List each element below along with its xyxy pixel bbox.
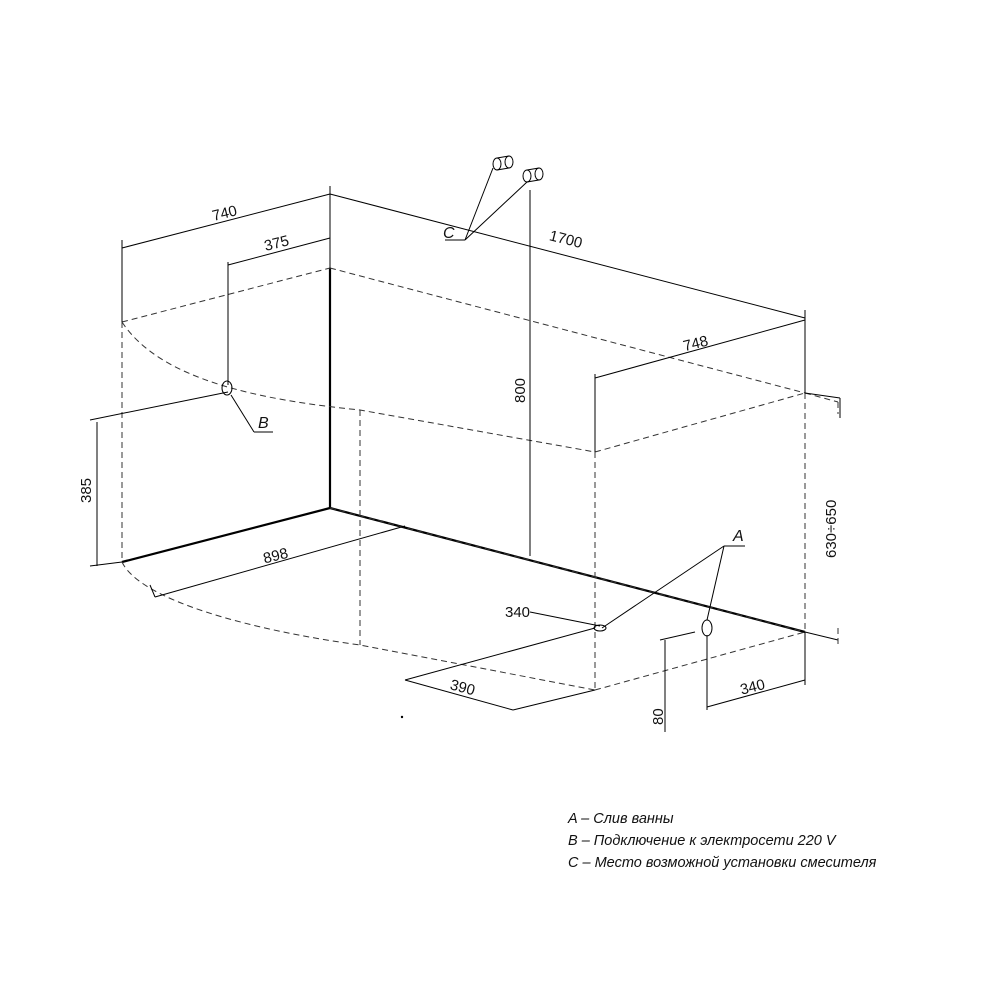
dim-898: 898 bbox=[261, 544, 290, 568]
dim-340-left: 340 bbox=[505, 604, 531, 621]
marker-c bbox=[443, 156, 543, 242]
marker-a-label: A bbox=[733, 528, 744, 545]
tub-hidden-outline bbox=[122, 268, 838, 690]
dim-385: 385 bbox=[78, 477, 95, 503]
stray-dot bbox=[401, 716, 403, 718]
dim-748: 748 bbox=[681, 332, 710, 356]
legend bbox=[568, 808, 988, 874]
dim-800: 800 bbox=[512, 377, 529, 403]
dim-1700: 1700 bbox=[547, 227, 585, 252]
dim-630-650: 630÷650 bbox=[823, 499, 840, 558]
legend-item-a: A – Слив ванны bbox=[568, 811, 674, 827]
dim-390: 390 bbox=[448, 676, 477, 700]
dim-340-right: 340 bbox=[738, 676, 767, 699]
tub-solid-edges bbox=[122, 268, 838, 640]
drain-outlet-icon bbox=[702, 620, 712, 636]
dim-80: 80 bbox=[650, 708, 667, 725]
power-outlet-icon bbox=[222, 381, 232, 395]
dim-375: 375 bbox=[262, 232, 291, 255]
marker-b-label: B bbox=[258, 415, 269, 432]
dim-740: 740 bbox=[210, 202, 239, 225]
marker-c-label: C bbox=[443, 225, 455, 242]
marker-b bbox=[222, 381, 273, 432]
faucet-connector-icon bbox=[493, 156, 543, 182]
legend-item-b: B – Подключение к электросети 220 V bbox=[568, 833, 836, 849]
legend-item-c: C – Место возможной установки смесителя bbox=[568, 855, 877, 871]
dimension-lines bbox=[90, 186, 840, 732]
